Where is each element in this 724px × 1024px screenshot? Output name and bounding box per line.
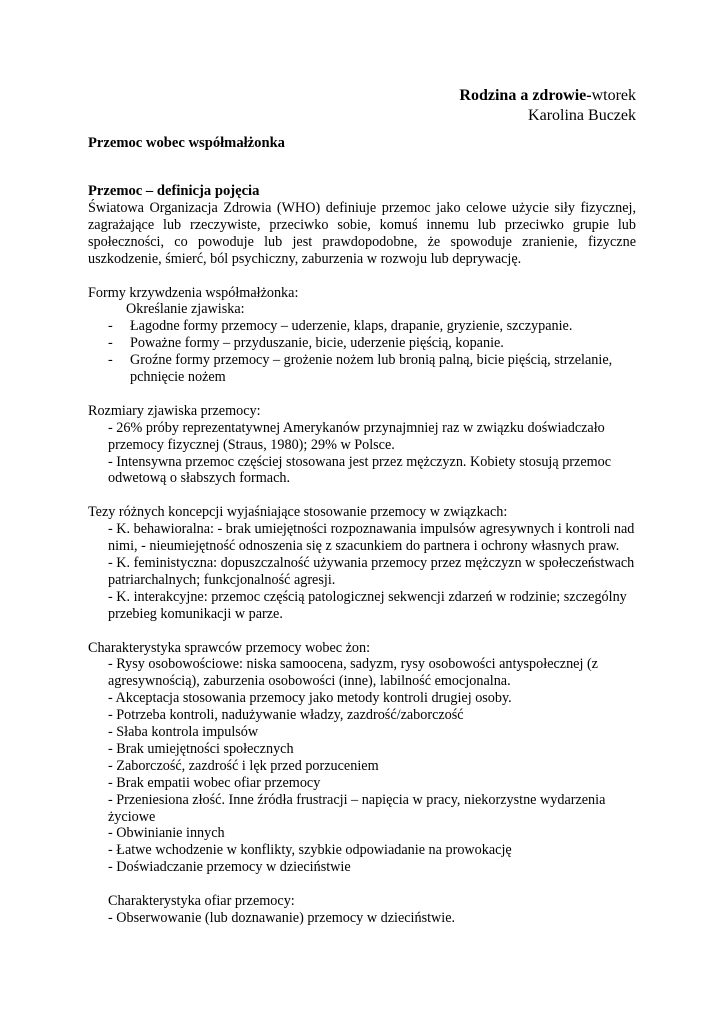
list-item: - Łagodne formy przemocy – uderzenie, klaps, drapanie, gryzienie, szczypanie. [108, 318, 573, 335]
scale-section [88, 403, 636, 488]
list-dash: - [108, 352, 113, 369]
list-item: - Brak empatii wobec ofiar przemocy [108, 774, 321, 791]
list-item: - Łatwe wchodzenie w konflikty, szybkie odpowiadanie na prowokację [108, 842, 512, 859]
list-item: - K. feministyczna: dopuszczalność używania przemocy przez mężczyzn w społeczeństwach patriarchalnych; funkcjonalność agresji. [108, 554, 635, 588]
list-item: - Akceptacja stosowania przemocy jako metody kontroli drugiej osoby. [108, 690, 512, 707]
forms-subheading: Określanie zjawiska: [126, 301, 245, 318]
header-topic-day: wtorek [591, 87, 636, 104]
forms-heading: Formy krzywdzenia współmałżonka: [88, 284, 299, 301]
theories-heading: Tezy różnych koncepcji wyjaśniające stosowanie przemocy w związkach: [88, 504, 508, 521]
header-topic [88, 86, 636, 106]
list-item: - Obserwowanie (lub doznawanie) przemocy w dzieciństwie. [108, 909, 456, 926]
header-author: Karolina Buczek [528, 107, 636, 124]
scale-list [88, 420, 636, 488]
list-item: - Rysy osobowościowe: niska samoocena, sadyzm, rysy osobowości antyspołecznej (z agresywnością), zaburzenia osobowości (inne), labilność emocjonalna. [108, 656, 598, 690]
perpetrators-section [88, 640, 636, 877]
forms-list [88, 318, 636, 386]
theories-list [88, 521, 636, 622]
definition-heading: Przemoc – definicja pojęcia [88, 183, 260, 199]
header-topic-bold: Rodzina a zdrowie- [459, 87, 592, 104]
theories-section [88, 504, 636, 622]
list-item: - Poważne formy – przyduszanie, bicie, uderzenie pięścią, kopanie. [108, 335, 504, 352]
victims-list [88, 893, 636, 927]
list-item: - 26% próby reprezentatywnej Amerykanów przynajmniej raz w związku doświadczało przemocy fizycznej (Straus, 1980); 29% w Polsce. [108, 419, 605, 453]
document-title: Przemoc wobec współmałżonka [88, 135, 285, 151]
list-item: - Potrzeba kontroli, nadużywanie władzy, zazdrość/zaborczość [108, 707, 464, 724]
list-item: - Zaborczość, zazdrość i lęk przed porzuceniem [108, 757, 379, 774]
victims-section [88, 893, 636, 927]
list-item: - Obwinianie innych [108, 825, 225, 842]
list-item: - K. interakcyjne: przemoc częścią patologicznej sekwencji zdarzeń w rodzinie; szczególny przebieg komunikacji w parze. [108, 588, 627, 622]
list-item: - Słaba kontrola impulsów [108, 724, 259, 741]
definition-text: Światowa Organizacja Zdrowia (WHO) definiuje przemoc jako celowe użycie siły fizycznej, zagrażające lub rzeczywiste, przeciwko sobie, komuś innemu lub przeciwko grupie lub społeczności, co powoduje lub jest prawdopodobne, że spowoduje zranienie, fizyczne uszkodzenie, śmierć, ból psychiczny, zaburzenia w rozwoju lub deprywację. [88, 200, 636, 267]
scale-heading: Rozmiary zjawiska przemocy: [88, 402, 261, 419]
list-item: - Groźne formy przemocy – grożenie nożem lub bronią palną, bicie pięścią, strzelanie, pchnięcie nożem [108, 352, 613, 386]
list-item: - Intensywna przemoc częściej stosowana jest przez mężczyzn. Kobiety stosują przemoc odwetową o słabszych formach. [108, 453, 612, 487]
victims-heading: Charakterystyka ofiar przemocy: [108, 893, 295, 910]
list-dash: - [108, 335, 113, 352]
perpetrators-list [88, 656, 636, 876]
list-item: - Doświadczanie przemocy w dzieciństwie [108, 859, 351, 876]
document-header [88, 86, 636, 126]
list-item: - Brak umiejętności społecznych [108, 740, 294, 757]
list-item: - Przeniesiona złość. Inne źródła frustracji – napięcia w pracy, niekorzystne wydarzenia życiowe [108, 791, 606, 825]
perpetrators-heading: Charakterystyka sprawców przemocy wobec żon: [88, 639, 371, 656]
list-dash: - [108, 318, 113, 335]
list-item: - K. behawioralna: - brak umiejętności rozpoznawania impulsów agresywnych i kontroli nad nimi, - nieumiejętność odnoszenia się z szacunkiem do partnera i ochrony własnych praw. [108, 521, 635, 555]
forms-section [88, 285, 636, 386]
document-page [88, 86, 636, 927]
